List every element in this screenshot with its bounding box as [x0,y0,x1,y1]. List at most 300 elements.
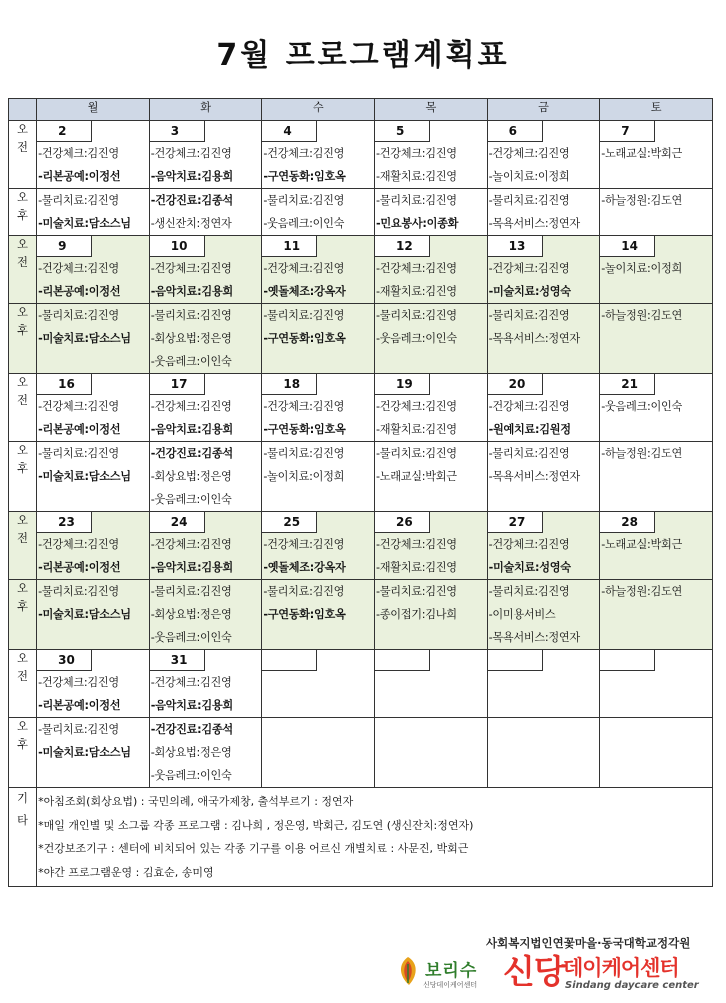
afternoon-row [9,189,713,236]
schedule-cell [487,304,600,374]
program-entry: -음악치료:김용희 [150,699,233,712]
program-entry: -물리치료:김진영 [150,309,232,322]
period-label-char: 전 [17,394,28,407]
schedule-cell [600,304,713,374]
program-entry: -웃음레크:이인숙 [150,355,232,368]
empty-line [600,350,712,373]
date-number [600,650,655,671]
program-entry: -리본공예:이정선 [38,423,121,436]
program-entry: -목욕서비스:정연자 [488,217,580,230]
program-entry: -웃음레크:이인숙 [376,332,457,345]
program-entry: -물리치료:김진영 [488,309,570,322]
date-number: 17 [150,374,205,395]
date-number: 24 [150,512,205,533]
date-number: 23 [37,512,92,533]
period-label-char: 오 [17,444,28,457]
program-entry: -건강체크:김진영 [263,538,345,551]
header-day: 금 [487,99,600,121]
empty-line [375,671,487,694]
program-entry: -옛돌체조:강옥자 [263,285,346,298]
header-row [9,99,713,121]
program-entry: -미술치료:담소스님 [38,746,131,759]
program-entry: -하늘정원:김도연 [601,194,683,207]
program-entry: -노래교실:박회근 [601,538,683,551]
header-day: 수 [262,99,375,121]
afternoon-row [9,442,713,512]
schedule-cell [149,304,262,374]
program-entry: -웃음레크:이인숙 [150,631,232,644]
morning-row [9,650,713,718]
program-entry: -재활치료:김진영 [376,170,457,183]
schedule-cell [37,442,150,512]
empty-line [262,718,374,741]
program-entry: -이미용서비스 [488,608,556,621]
program-entry: -하늘정원:김도연 [601,309,683,322]
empty-line [375,741,487,764]
program-entry: -원예치료:김원정 [488,423,571,436]
schedule-cell [375,374,488,442]
program-entry: -리본공예:이정선 [38,170,121,183]
period-label-char: 전 [17,256,28,269]
schedule-cell [487,374,600,442]
morning-label [9,236,37,304]
schedule-cell [600,512,713,580]
schedule-cell [149,580,262,650]
empty-line [375,764,487,787]
date-number: 14 [600,236,655,257]
schedule-cell [37,512,150,580]
schedule-cell [487,580,600,650]
program-entry: -놀이치료:이정희 [263,470,345,483]
date-number: 10 [150,236,205,257]
program-entry: -음악치료:김용희 [150,423,233,436]
date-number: 6 [488,121,543,142]
afternoon-row [9,580,713,650]
header-day: 월 [37,99,150,121]
etc-label-char: 기 [17,792,28,805]
program-entry: -미술치료:성영숙 [488,561,571,574]
program-entry: -미술치료:담소스님 [38,470,131,483]
program-entry: -물리치료:김진영 [150,585,232,598]
schedule-cell [375,512,488,580]
empty-line [375,350,487,373]
sindang-logo-rest: 데이케어센터 [563,956,679,980]
program-entry: -목욕서비스:정연자 [488,332,580,345]
program-entry: -음악치료:김용희 [150,561,233,574]
date-number [262,650,317,671]
program-entry: -목욕서비스:정연자 [488,631,580,644]
date-number [375,650,430,671]
schedule-cell [37,580,150,650]
program-entry: -물리치료:김진영 [376,585,457,598]
morning-label [9,374,37,442]
program-entry: -물리치료:김진영 [263,447,345,460]
empty-line [262,626,374,649]
period-label-char: 후 [17,209,28,222]
program-entry: -음악치료:김용희 [150,285,233,298]
date-number: 25 [262,512,317,533]
date-number: 11 [262,236,317,257]
program-entry: -건강체크:김진영 [263,147,345,160]
date-number: 31 [150,650,205,671]
program-entry: -건강체크:김진영 [150,676,232,689]
period-label-char: 오 [17,582,28,595]
bodhi-logo-sub: 신당데이케어센터 [423,981,478,989]
empty-line [262,488,374,511]
empty-line [262,671,374,694]
program-entry: -리본공예:이정선 [38,285,121,298]
program-entry: -건강체크:김진영 [150,147,232,160]
schedule-cell [375,718,488,788]
empty-line [600,165,712,188]
program-entry: -웃음레크:이인숙 [150,493,232,506]
schedule-cell [262,718,375,788]
empty-line [600,718,712,741]
afternoon-label [9,580,37,650]
schedule-cell [375,189,488,236]
program-entry: -웃음레크:이인숙 [150,769,232,782]
program-entry: -옛돌체조:강옥자 [263,561,346,574]
program-entry: -회상요법:정은영 [150,332,232,345]
program-entry: -재활치료:김진영 [376,561,457,574]
schedule-cell [600,650,713,718]
empty-line [375,718,487,741]
program-entry: -물리치료:김진영 [38,723,119,736]
schedule-table [8,98,713,887]
program-entry: -종이접기:김나희 [376,608,457,621]
program-entry: -건강체크:김진영 [376,262,457,275]
program-entry: -물리치료:김진영 [38,447,119,460]
empty-line [37,350,149,373]
etc-note: *건강보조기구 : 센터에 비치되어 있는 각종 기구를 이용 어르신 개별치료 : 사문진, 박회근 [38,842,469,855]
program-entry: -웃음레크:이인숙 [263,217,345,230]
date-number: 2 [37,121,92,142]
period-label-char: 전 [17,532,28,545]
etc-row [9,788,713,887]
schedule-cell [600,580,713,650]
morning-row [9,512,713,580]
schedule-cell [375,442,488,512]
schedule-cell [37,304,150,374]
date-number: 4 [262,121,317,142]
morning-row [9,121,713,189]
empty-line [37,626,149,649]
schedule-cell [262,442,375,512]
program-entry: -물리치료:김진영 [38,585,119,598]
empty-line [488,488,600,511]
program-entry: -미술치료:성영숙 [488,285,571,298]
schedule-cell [375,236,488,304]
program-entry: -건강체크:김진영 [150,262,232,275]
program-entry: -구연동화:임호옥 [263,608,346,621]
empty-line [262,694,374,717]
empty-line [600,671,712,694]
sindang-logo [503,950,723,998]
program-entry: -건강진료:김종석 [150,194,233,207]
bodhi-logo [393,952,503,994]
schedule-cell [149,650,262,718]
program-entry: -물리치료:김진영 [263,194,345,207]
schedule-cell [262,512,375,580]
period-label-char: 전 [17,141,28,154]
date-number: 12 [375,236,430,257]
empty-line [600,764,712,787]
empty-line [262,350,374,373]
program-entry: -노래교실:박회근 [601,147,683,160]
morning-row [9,236,713,304]
schedule-cell [262,121,375,189]
date-number: 3 [150,121,205,142]
schedule-cell [487,236,600,304]
etc-label [9,788,37,887]
program-entry: -건강체크:김진영 [263,262,345,275]
date-number [488,650,543,671]
program-entry: -물리치료:김진영 [488,447,570,460]
program-entry: -미술치료:담소스님 [38,608,131,621]
empty-line [37,488,149,511]
program-entry: -건강체크:김진영 [38,538,119,551]
etc-note: *매일 개인별 및 소그룹 각종 프로그램 : 김나희 , 정은영, 박회근, 김도연 (생신잔치:정연자) [38,818,474,832]
program-entry: -건강체크:김진영 [488,538,570,551]
program-entry: -회상요법:정은영 [150,746,232,759]
program-entry: -생신잔치:정연자 [150,217,232,230]
program-entry: -놀이치료:이정희 [488,170,570,183]
program-entry: -회상요법:정은영 [150,470,232,483]
empty-line [375,488,487,511]
program-entry: -재활치료:김진영 [376,285,457,298]
date-number: 16 [37,374,92,395]
schedule-cell [375,304,488,374]
schedule-cell [149,121,262,189]
program-entry: -건강체크:김진영 [38,676,119,689]
afternoon-label [9,718,37,788]
afternoon-label [9,304,37,374]
schedule-cell [600,442,713,512]
schedule-cell [375,121,488,189]
schedule-cell [375,650,488,718]
schedule-cell [600,718,713,788]
empty-line [600,465,712,488]
afternoon-label [9,442,37,512]
program-entry: -건강체크:김진영 [376,538,457,551]
program-entry: -미술치료:담소스님 [38,332,131,345]
program-entry: -물리치료:김진영 [263,309,345,322]
empty-line [600,280,712,303]
morning-label [9,121,37,189]
sindang-logo-big: 신당 [503,952,565,991]
date-number: 26 [375,512,430,533]
schedule-cell [600,189,713,236]
program-entry: -구연동화:임호옥 [263,332,346,345]
bodhi-logo-name: 보리수 [425,961,478,981]
empty-line [488,718,600,741]
schedule-cell [487,189,600,236]
program-entry: -건강체크:김진영 [150,400,232,413]
program-entry: -건강진료:김종석 [150,447,233,460]
program-entry: -민요봉사:이종화 [376,217,459,230]
etc-note: *야간 프로그램운영 : 김효순, 송미영 [38,865,214,879]
schedule-cell [37,189,150,236]
schedule-cell [149,374,262,442]
period-label-char: 후 [17,462,28,475]
header-day: 화 [149,99,262,121]
date-number: 5 [375,121,430,142]
leaf-logo-icon [395,956,421,986]
sindang-logo-english: Sindang daycare center [565,980,699,991]
date-number: 21 [600,374,655,395]
period-label-char: 오 [17,306,28,319]
afternoon-row [9,718,713,788]
empty-line [600,741,712,764]
date-number: 20 [488,374,543,395]
program-entry: -물리치료:김진영 [376,309,457,322]
afternoon-label [9,189,37,236]
schedule-cell [487,442,600,512]
schedule-cell [37,650,150,718]
period-label-char: 후 [17,324,28,337]
empty-line [488,694,600,717]
schedule-cell [487,650,600,718]
date-number: 13 [488,236,543,257]
program-entry: -구연동화:임호옥 [263,170,346,183]
empty-line [600,626,712,649]
empty-line [375,694,487,717]
program-entry: -구연동화:임호옥 [263,423,346,436]
program-entry: -건강체크:김진영 [150,538,232,551]
date-number: 18 [262,374,317,395]
program-entry: -물리치료:김진영 [376,194,457,207]
period-label-char: 후 [17,600,28,613]
schedule-cell [37,121,150,189]
empty-line [600,418,712,441]
header-corner [9,99,37,121]
program-entry: -노래교실:박회근 [376,470,457,483]
schedule-cell [37,718,150,788]
schedule-cell [149,512,262,580]
etc-note: *아침조회(회상요법) : 국민의례, 애국가제창, 출석부르기 : 정연자 [38,795,354,808]
morning-label [9,650,37,718]
morning-label [9,512,37,580]
program-entry: -회상요법:정은영 [150,608,232,621]
program-entry: -음악치료:김용희 [150,170,233,183]
program-entry: -물리치료:김진영 [488,585,570,598]
program-entry: -미술치료:담소스님 [38,217,131,230]
schedule-cell [149,189,262,236]
program-entry: -재활치료:김진영 [376,423,457,436]
schedule-cell [487,718,600,788]
schedule-cell [37,374,150,442]
empty-line [488,671,600,694]
schedule-cell [262,189,375,236]
period-label-char: 오 [17,652,28,665]
empty-line [600,212,712,235]
schedule-cell [600,374,713,442]
empty-line [600,556,712,579]
schedule-cell [262,650,375,718]
empty-line [262,764,374,787]
schedule-cell [262,580,375,650]
empty-line [488,350,600,373]
afternoon-row [9,304,713,374]
schedule-cell [37,236,150,304]
program-entry: -놀이치료:이정희 [601,262,683,275]
empty-line [600,488,712,511]
program-entry: -리본공예:이정선 [38,699,121,712]
program-entry: -물리치료:김진영 [38,194,119,207]
period-label-char: 오 [17,123,28,136]
program-entry: -건강체크:김진영 [263,400,345,413]
date-number: 19 [375,374,430,395]
program-entry: -웃음레크:이인숙 [601,400,683,413]
program-entry: -건강체크:김진영 [488,262,570,275]
program-entry: -하늘정원:김도연 [601,585,683,598]
morning-row [9,374,713,442]
date-number: 28 [600,512,655,533]
empty-line [262,741,374,764]
schedule-cell [149,236,262,304]
schedule-cell [149,442,262,512]
program-entry: -건강체크:김진영 [488,147,570,160]
program-entry: -물리치료:김진영 [263,585,345,598]
program-entry: -건강체크:김진영 [488,400,570,413]
program-entry: -목욕서비스:정연자 [488,470,580,483]
empty-line [600,327,712,350]
empty-line [488,764,600,787]
program-entry: -건강체크:김진영 [38,147,119,160]
schedule-cell [262,374,375,442]
empty-line [600,603,712,626]
schedule-cell [600,236,713,304]
period-label-char: 전 [17,670,28,683]
header-day: 토 [600,99,713,121]
program-entry: -건강체크:김진영 [38,400,119,413]
empty-line [600,694,712,717]
page-title: 7월 프로그램계획표 [216,38,510,73]
schedule-cell [262,236,375,304]
program-entry: -건강체크:김진영 [376,400,457,413]
schedule-cell [149,718,262,788]
schedule-cell [375,580,488,650]
schedule-cell [487,121,600,189]
date-number: 27 [488,512,543,533]
date-number: 9 [37,236,92,257]
program-entry: -물리치료:김진영 [488,194,570,207]
period-label-char: 후 [17,738,28,751]
date-number: 30 [37,650,92,671]
footer-organization: 사회복지법인연꽃마을·동국대학교정각원 [486,936,691,950]
period-label-char: 오 [17,720,28,733]
program-entry: -건강체크:김진영 [38,262,119,275]
schedule-cell [600,121,713,189]
schedule-cell [262,304,375,374]
empty-line [488,741,600,764]
program-entry: -건강체크:김진영 [376,147,457,160]
program-entry: -건강진료:김종석 [150,723,233,736]
period-label-char: 오 [17,376,28,389]
empty-line [375,626,487,649]
program-entry: -리본공예:이정선 [38,561,121,574]
date-number: 7 [600,121,655,142]
period-label-char: 오 [17,191,28,204]
period-label-char: 오 [17,238,28,251]
program-entry: -물리치료:김진영 [376,447,457,460]
etc-label-char: 타 [17,814,28,827]
etc-notes [37,788,713,887]
program-entry: -물리치료:김진영 [38,309,119,322]
program-entry: -하늘정원:김도연 [601,447,683,460]
empty-line [37,764,149,787]
period-label-char: 오 [17,514,28,527]
